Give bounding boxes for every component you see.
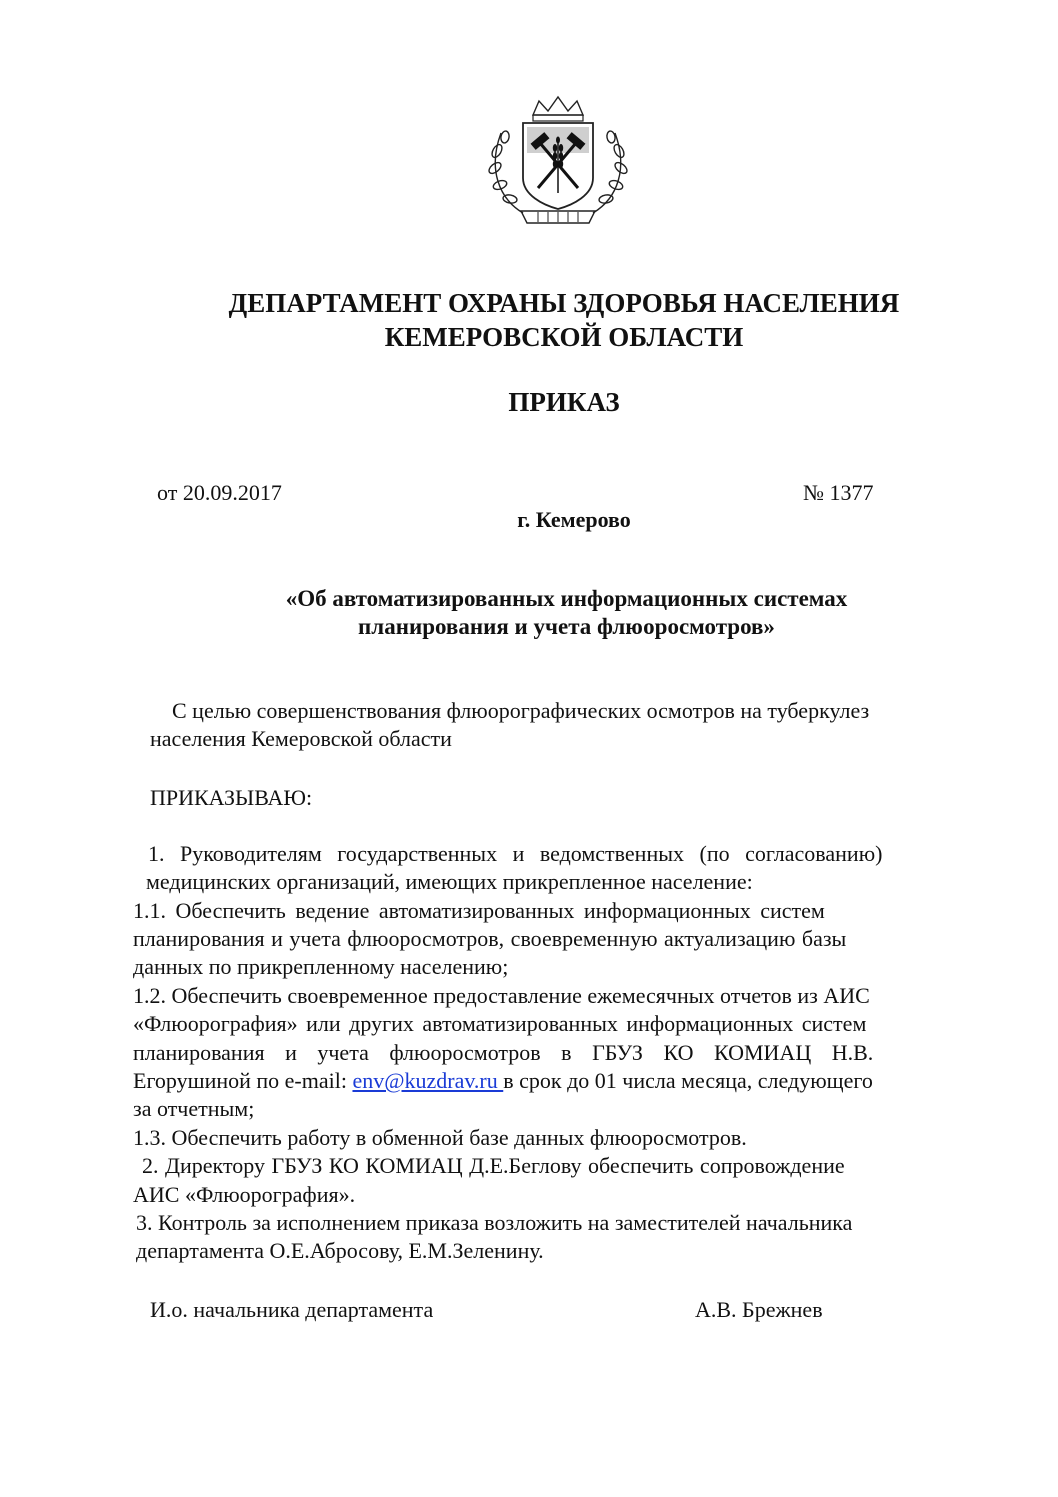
email-link[interactable]: env@kuzdrav.ru [352,1068,504,1093]
preamble-line1: С целью совершенствования флюорографических осмотров на туберкулез [172,698,870,723]
item-1-line2: медицинских организаций, имеющих прикрепленное население: [146,869,753,894]
department-title-line2: КЕМЕРОВСКОЙ ОБЛАСТИ [384,322,744,352]
signature-position: И.о. начальника департамента [150,1297,434,1322]
preamble-line2: населения Кемеровской области [150,726,452,751]
subject-line1: «Об автоматизированных информационных системах [285,586,848,611]
subject-line2: планирования и учета флюоросмотров» [358,614,775,639]
item-1-2-line2: «Флюорография» или других автоматизированных информационных систем [133,1011,867,1036]
item-1-3-line1: 1.3. Обеспечить работу в обменной базе данных флюоросмотров. [133,1125,747,1150]
item-1-2-line4 [133,1067,873,1095]
order-title: ПРИКАЗ [508,387,620,417]
item-1-2-line5: за отчетным; [133,1096,255,1121]
order-city: г. Кемерово [517,507,631,532]
item-2-line2: АИС «Флюорография». [133,1182,356,1207]
item-3-line2: департамента О.Е.Абросову, Е.М.Зеленину. [136,1238,544,1263]
order-word: ПРИКАЗЫВАЮ: [150,785,313,810]
signature-name: А.В. Брежнев [695,1297,823,1322]
coat-of-arms-icon [483,93,633,233]
order-date: от 20.09.2017 [157,480,282,505]
item-1-2-line4-suffix: в срок до 01 числа месяца, следующего [503,1068,873,1093]
department-title-line1: ДЕПАРТАМЕНТ ОХРАНЫ ЗДОРОВЬЯ НАСЕЛЕНИЯ [228,288,900,318]
item-1-2-line4-prefix: Егорушиной по e-mail: [133,1068,353,1093]
item-1-1-line1: 1.1. Обеспечить ведение автоматизированных информационных систем [133,898,825,923]
item-1-1-line2: планирования и учета флюоросмотров, своевременную актуализацию базы [133,926,847,951]
item-3-line1: 3. Контроль за исполнением приказа возложить на заместителей начальника [136,1210,853,1235]
item-1-line1: 1. Руководителям государственных и ведомственных (по согласованию) [148,841,883,866]
item-1-2-line3: планирования и учета флюоросмотров в ГБУЗ КО КОМИАЦ Н.В. [133,1040,874,1065]
order-number: № 1377 [803,480,874,505]
item-1-1-line3: данных по прикрепленному населению; [133,954,509,979]
item-2-line1: 2. Директору ГБУЗ КО КОМИАЦ Д.Е.Беглову обеспечить сопровождение [142,1153,845,1178]
item-1-2-line1: 1.2. Обеспечить своевременное предоставление ежемесячных отчетов из АИС [133,983,870,1008]
